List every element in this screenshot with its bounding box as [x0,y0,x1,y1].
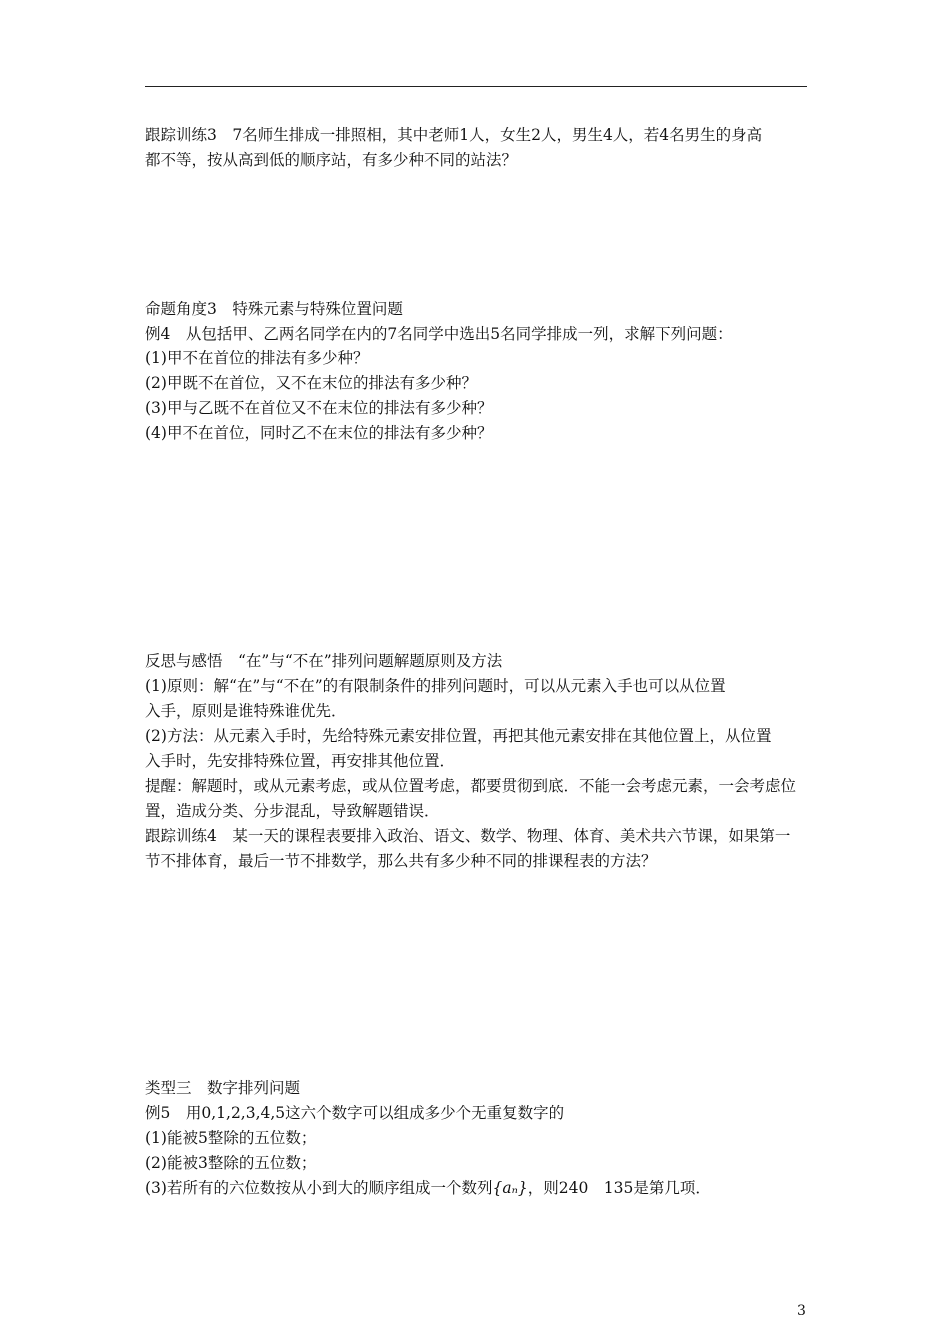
example5-q3-text: (3)若所有的六位数按从小到大的顺序组成一个数列 [145,1179,493,1197]
example4-q4: (4)甲不在首位，同时乙不在末位的排法有多少种？ [145,424,493,442]
training4-line2: 节不排体育，最后一节不排数学，那么共有多少种不同的排课程表的方法？ [145,852,657,870]
reflection-principle-line2: 入手，原则是谁特殊谁优先． [145,702,347,720]
reflection-tip-line1: 提醒：解题时，或从元素考虑，或从位置考虑，都要贯彻到底．不能一会考虑元素，一会考虑位 [145,777,797,795]
training4-line1: 跟踪训练4 某一天的课程表要排入政治、语文、数学、物理、体育、美术共六节课，如果第一 [145,827,791,845]
reflection-method-line1: (2)方法：从元素入手时，先给特殊元素安排位置，再把其他元素安排在其他位置上，从位置 [145,727,772,745]
example4-stem: 例4 从包括甲、乙两名同学在内的7名同学中选出5名同学排成一列，求解下列问题： [145,325,733,343]
reflection-principle-line1: (1)原则：解“在”与“不在”的有限制条件的排列问题时，可以从元素入手也可以从位置 [145,677,726,695]
example4-q1: (1)甲不在首位的排法有多少种？ [145,349,369,367]
example5-stem: 例5 用0,1,2,3,4,5这六个数字可以组成多少个无重复数字的 [145,1104,565,1122]
reflection-tip-line2: 置，造成分类、分步混乱，导致解题错误． [145,802,440,820]
example4-q2: (2)甲既不在首位，又不在末位的排法有多少种？ [145,374,477,392]
training3-line1: 跟踪训练3 7名师生排成一排照相，其中老师1人，女生2人，男生4人，若4名男生的身高 [145,126,763,144]
sequence-notation: {aₙ} [492,1179,528,1197]
reflection-heading: 反思与感悟 “在”与“不在”排列问题解题原则及方法 [145,652,503,670]
example4-q3: (3)甲与乙既不在首位又不在末位的排法有多少种？ [145,399,493,417]
example5-q3-tail: ，则240 135是第几项． [527,1179,711,1197]
header-rule [145,86,807,87]
example5-q2: (2)能被3整除的五位数； [145,1154,317,1172]
page-number: 3 [797,1303,806,1319]
reflection-method-line2: 入手时，先安排特殊位置，再安排其他位置． [145,752,456,770]
example5-q1: (1)能被5整除的五位数； [145,1129,317,1147]
angle3-heading: 命题角度3 特殊元素与特殊位置问题 [145,300,403,318]
example5-q3 [145,1178,810,1198]
type3-heading: 类型三 数字排列问题 [145,1079,301,1097]
training3-line2: 都不等，按从高到低的顺序站，有多少种不同的站法？ [145,151,518,169]
